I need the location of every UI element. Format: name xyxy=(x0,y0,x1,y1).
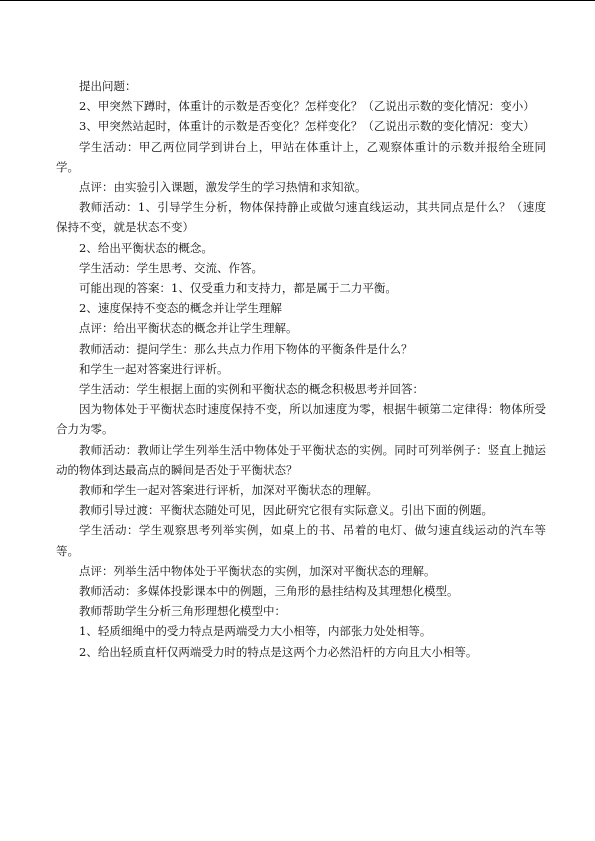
paragraph-raise-question: 提出问题： xyxy=(79,79,137,93)
paragraph-comment-3: 点评：列举生活中物体处于平衡状态的实例，加深对平衡状态的理解。 xyxy=(79,563,436,578)
paragraph-transition: 教师引导过渡：平衡状态随处可见，因此研究它很有实际意义。引出下面的例题。 xyxy=(79,503,493,518)
paragraph-rod-force: 2、给出轻质直杆仅两端受力时的特点是这两个力必然沿杆的方向且大小相等。 xyxy=(79,644,478,659)
paragraph-student-activity-4: 学生活动：学生观察思考列举实例，如桌上的书、吊着的电灯、做匀速直线运动的汽车等等。 xyxy=(56,523,546,558)
paragraph-teacher-activity-3: 教师活动：教师让学生列举生活中物体处于平衡状态的实例。同时可列举例子：竖直上抛运动的物体到达最高点的瞬间是否处于平衡状态？ xyxy=(56,442,546,477)
paragraph-teacher-activity-2: 教师活动：提问学生：那么共点力作用下物体的平衡条件是什么？ xyxy=(79,341,413,356)
paragraph-possible-answer: 可能出现的答案：1、仅受重力和支持力，都是属于二力平衡。 xyxy=(79,281,397,296)
document-body xyxy=(56,76,546,662)
paragraph-teacher-activity-1: 教师活动：1、引导学生分析，物体保持静止或做匀速直线运动，其共同点是什么？（速度保持不变，就是状态不变） xyxy=(56,200,546,235)
paragraph-student-activity-1: 学生活动：甲乙两位同学到讲台上，甲站在体重计上，乙观察体重计的示数并报给全班同学。 xyxy=(56,139,546,174)
paragraph-teacher-activity-4: 教师活动：多媒体投影课本中的例题，三角形的悬挂结构及其理想化模型。 xyxy=(79,584,459,599)
paragraph-model-analysis: 教师帮助学生分析三角形理想化模型中： xyxy=(79,604,286,619)
paragraph-equilibrium-concept: 2、给出平衡状态的概念。 xyxy=(79,240,213,255)
paragraph-rope-tension: 1、轻质细绳中的受力特点是两端受力大小相等，内部张力处处相等。 xyxy=(79,624,432,639)
paragraph-student-activity-3: 学生活动：学生根据上面的实例和平衡状态的概念积极思考并回答： xyxy=(79,382,424,397)
paragraph-question-2: 2、甲突然下蹲时，体重计的示数是否变化？怎样变化？（乙说出示数的变化情况：变小） xyxy=(79,99,535,114)
paragraph-reasoning: 因为物体处于平衡状态时速度保持不变，所以加速度为零，根据牛顿第二定律得：物体所受合力为零。 xyxy=(56,402,546,437)
top-border-line xyxy=(0,0,595,1)
paragraph-comment-1: 点评：由实验引入课题，激发学生的学习热情和求知欲。 xyxy=(79,180,367,195)
paragraph-joint-evaluation: 教师和学生一起对答案进行评析，加深对平衡状态的理解。 xyxy=(79,483,378,498)
paragraph-evaluate-answer: 和学生一起对答案进行评析。 xyxy=(79,361,229,376)
paragraph-student-activity-2: 学生活动：学生思考、交流、作答。 xyxy=(79,260,263,275)
paragraph-velocity-constant: 2、速度保持不变态的概念并让学生理解 xyxy=(79,301,282,316)
paragraph-question-3: 3、甲突然站起时，体重计的示数是否变化？怎样变化？（乙说出示数的变化情况：变大） xyxy=(79,119,535,134)
paragraph-comment-2: 点评：给出平衡状态的概念并让学生理解。 xyxy=(79,321,298,336)
